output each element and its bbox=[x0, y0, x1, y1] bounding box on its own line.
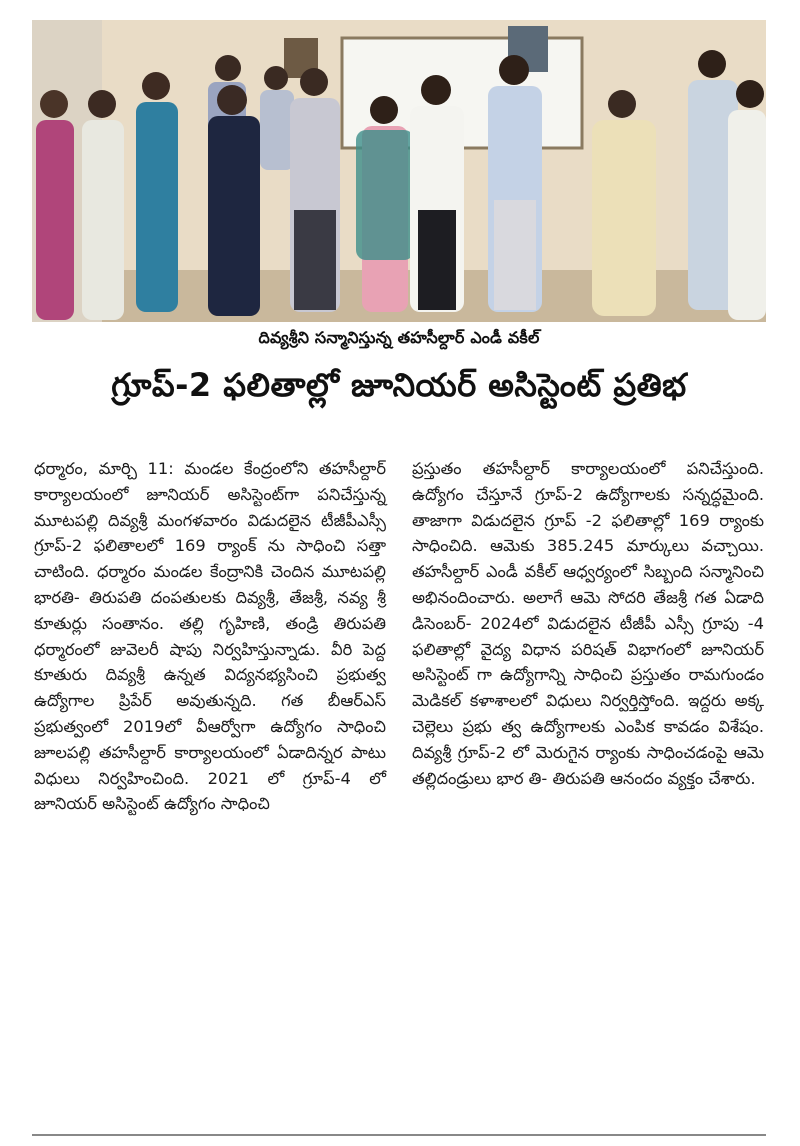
article-column-left bbox=[34, 456, 386, 1106]
paragraph: ధర్మారం, మార్చి 11: మండల కేంద్రంలోని తహసీల్దార్ కార్యాలయంలో జూనియర్ అసిస్టెంట్‌గా పనిచేస్తున్న మూటపల్లి దివ్యశ్రీ మంగళవారం విడుదలైన టీజీపీఎస్సీ గ్రూప్-2 ఫలితాలలో 169 ర్యాంక్ ను సాధించి సత్తా చాటింది. ధర్మారం మండల కేంద్రానికి చెందిన మూటపల్లి భారతి- తిరుపతి దంపతులకు దివ్యశ్రీ, తేజశ్రీ, నవ్య శ్రీ కూతుర్లు సంతానం. తల్లి గృహిణి, తండ్రి తిరుపతి ధర్మారంలో జువెలరీ షాపు నిర్వహిస్తున్నాడు. వీరి పెద్ద కూతురు దివ్యశ్రీ ఉన్నత విద్యనభ్యసించి ప్రభుత్వ ఉద్యోగాల ప్రిపేర్ అవుతున్నది. గత బీఆర్ఎస్ ప్రభుత్వంలో 2019లో వీఆర్వోగా ఉద్యోగం సాధించి జూలపల్లి తహసీల్దార్ కార్యాలయంలో ఏడాదిన్నర పాటు విధులు నిర్వహించింది. 2021 లో గ్రూప్-4 లో జూనియర్ అసిస్టెంట్ ఉద్యోగం సాధించి bbox=[34, 459, 386, 814]
bottom-divider bbox=[32, 1134, 766, 1136]
photo-caption: దివ్యశ్రీని సన్మానిస్తున్న తహసీల్దార్ ఎండీ వకీల్ bbox=[258, 328, 540, 347]
article-headline: గ్రూప్-2 ఫలితాల్లో జూనియర్ అసిస్టెంట్ ప్రతిభ bbox=[111, 366, 687, 404]
news-photo bbox=[32, 20, 766, 322]
paragraph: ప్రస్తుతం తహసీల్దార్ కార్యాలయంలో పనిచేస్తుంది. ఉద్యోగం చేస్తూనే గ్రూప్-2 ఉద్యోగాలకు సన్నద్ధమైంది. తాజాగా విడుదలైన గ్రూప్ -2 ఫలితాల్లో 169 ర్యాంకు సాధించిది. ఆమెకు 385.245 మార్కులు వచ్చాయి. తహసీల్దార్ ఎండీ వకీల్ ఆధ్వర్యంలో సిబ్బంది సన్మానించి అభినందించారు. అలాగే ఆమె సోదరి తేజశ్రీ గత ఏడాది డిసెంబర్- 2024లో విడుదలైన టీజీపీ ఎస్సీ గ్రూపు -4 ఫలితాల్లో వైద్య విధాన పరిషత్ విభాగంలో జూనియర్ అసిస్టెంట్ గా ఉద్యోగాన్ని సాధించి ప్రస్తుతం రామగుండం మెడికల్ కళాశాలలో విధులు నిర్వర్తిస్తోంది. ఇద్దరు అక్క చెల్లెలు ప్రభు త్వ ఉద్యోగాలకు ఎంపిక కావడం విశేషం. దివ్యశ్రీ గ్రూప్-2 లో మెరుగైన ర్యాంకు సాధించడంపై ఆమె తల్లిదండ్రులు భార తి- తిరుపతి ఆనందం వ్యక్తం చేశారు. bbox=[412, 459, 764, 788]
group-photo-icon bbox=[32, 20, 766, 322]
article-column-right bbox=[412, 456, 764, 1106]
article-body bbox=[34, 456, 764, 1106]
